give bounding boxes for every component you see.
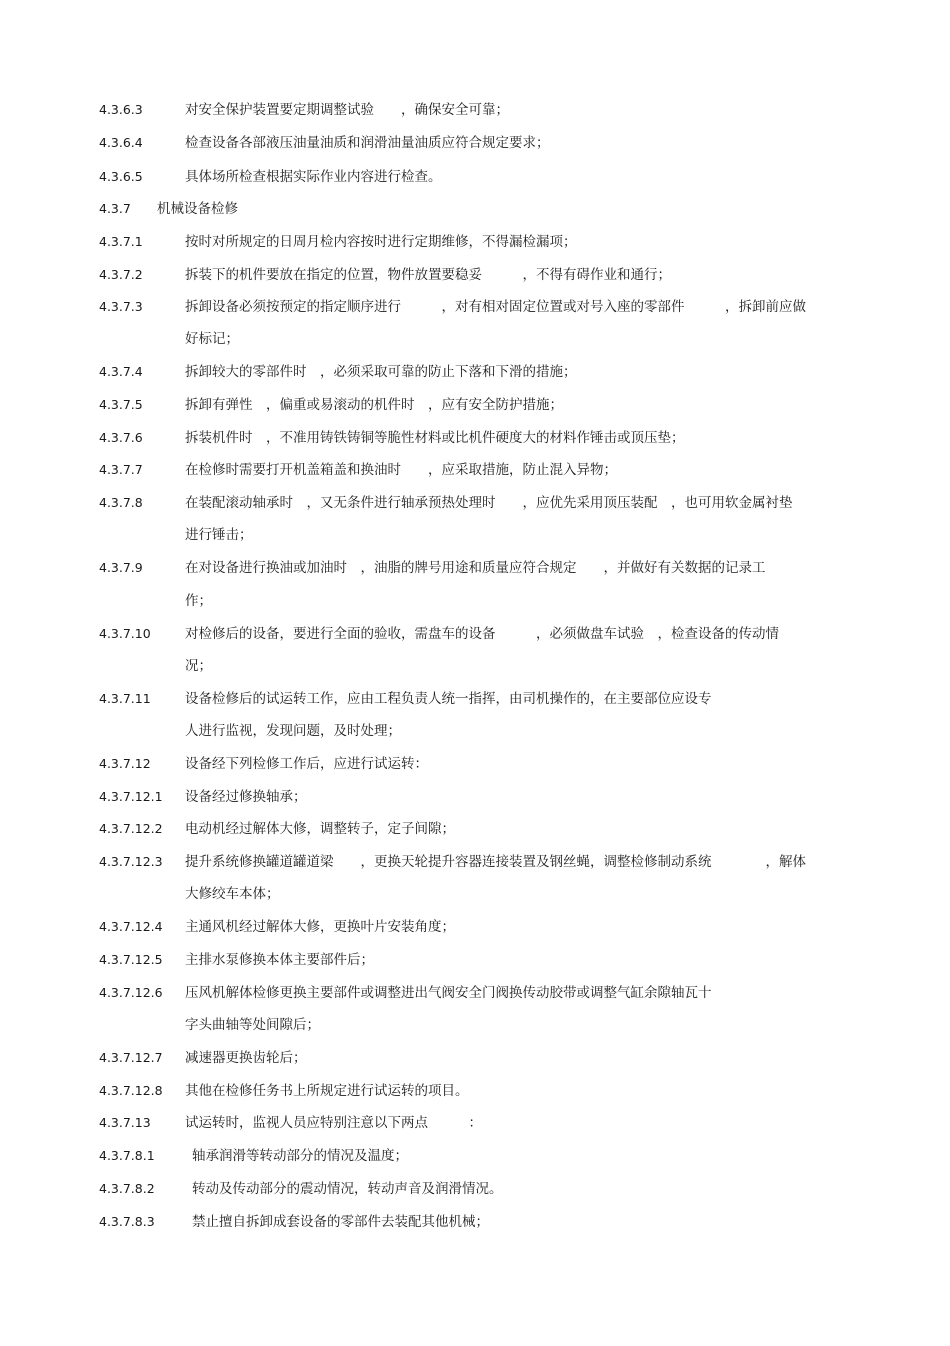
clause-4-3-7-8-1 <box>0 1145 950 1167</box>
clause-text: 主通风机经过解体大修，更换叶片安装角度； <box>185 919 455 935</box>
clause-4-3-7-8 <box>0 492 950 514</box>
clause-4-3-7-10-continued <box>0 655 950 677</box>
clause-4-3-7-12-7 <box>0 1047 950 1069</box>
clause-4-3-7-10 <box>0 623 950 645</box>
clause-4-3-7-12-5 <box>0 949 950 971</box>
clause-4-3-7-12-6-continued <box>0 1014 950 1036</box>
clause-number: 4.3.7.7 <box>99 462 143 477</box>
section-4-3-7-heading <box>0 198 950 220</box>
clause-4-3-7-12 <box>0 753 950 775</box>
clause-4-3-7-2 <box>0 264 950 286</box>
clause-text: 其他在检修任务书上所规定进行试运转的项目。 <box>185 1083 469 1099</box>
clause-4-3-7-11 <box>0 688 950 710</box>
clause-4-3-7-9-continued <box>0 590 950 612</box>
clause-4-3-7-5 <box>0 394 950 416</box>
clause-number: 4.3.7.10 <box>99 626 151 641</box>
clause-4-3-7-3-continued <box>0 328 950 350</box>
clause-text: 具体场所检查根据实际作业内容进行检查。 <box>185 169 442 185</box>
clause-number: 4.3.7.6 <box>99 430 143 445</box>
clause-text: 提升系统修换罐道罐道梁 ，更换天轮提升容器连接装置及钢丝蝇，调整检修制动系统 ，解体 <box>185 854 806 870</box>
clause-4-3-7-12-6 <box>0 982 950 1004</box>
clause-number: 4.3.7.4 <box>99 364 143 379</box>
clause-number: 4.3.7.12.6 <box>99 985 163 1000</box>
clause-4-3-6-3 <box>0 99 950 121</box>
clause-number: 4.3.7.13 <box>99 1115 151 1130</box>
clause-4-3-7-8-3 <box>0 1211 950 1233</box>
clause-number: 4.3.6.4 <box>99 135 143 150</box>
clause-number: 4.3.7.8.1 <box>99 1148 155 1163</box>
clause-text-continued: 作； <box>185 593 212 609</box>
clause-text: 拆装机件时 ，不准用铸铁铸铜等脆性材料或比机件硬度大的材料作锤击或顶压垫； <box>185 430 685 446</box>
clause-number: 4.3.7.5 <box>99 397 143 412</box>
clause-number: 4.3.7.1 <box>99 234 143 249</box>
clause-text: 拆卸设备必须按预定的指定顺序进行 ，对有相对固定位置或对号入座的零部件 ，拆卸前应做 <box>185 299 806 315</box>
clause-text: 设备经下列检修工作后，应进行试运转： <box>185 756 428 772</box>
clause-text: 拆卸较大的零部件时 ，必须采取可靠的防止下落和下滑的措施； <box>185 364 577 380</box>
clause-4-3-7-4 <box>0 361 950 383</box>
clause-number: 4.3.7.12.5 <box>99 952 163 967</box>
clause-text: 在检修时需要打开机盖箱盖和换油时 ，应采取措施，防止混入异物； <box>185 462 617 478</box>
clause-4-3-6-5 <box>0 166 950 188</box>
clause-4-3-7-1 <box>0 231 950 253</box>
clause-text: 主排水泵修换本体主要部件后； <box>185 952 374 968</box>
clause-4-3-7-8-continued <box>0 524 950 546</box>
clause-4-3-7-12-3-continued <box>0 883 950 905</box>
clause-4-3-7-9 <box>0 557 950 579</box>
section-number: 4.3.7 <box>99 201 131 216</box>
clause-text: 电动机经过解体大修，调整转子，定子间隙； <box>185 821 455 837</box>
clause-number: 4.3.7.2 <box>99 267 143 282</box>
clause-text-continued: 字头曲轴等处间隙后； <box>185 1017 320 1033</box>
clause-number: 4.3.7.12.8 <box>99 1083 163 1098</box>
clause-text: 拆卸有弹性 ，偏重或易滚动的机件时 ，应有安全防护措施； <box>185 397 563 413</box>
clause-text: 压风机解体检修更换主要部件或调整进出气阀安全门阀换传动胶带或调整气缸余隙轴瓦十 <box>185 985 712 1001</box>
clause-4-3-7-12-3 <box>0 851 950 873</box>
clause-text-continued: 况； <box>185 658 212 674</box>
section-title: 机械设备检修 <box>157 201 238 217</box>
clause-text: 拆装下的机件要放在指定的位置，物件放置要稳妥 ，不得有碍作业和通行； <box>185 267 671 283</box>
clause-text: 转动及传动部分的震动情况，转动声音及润滑情况。 <box>192 1181 503 1197</box>
clause-number: 4.3.7.8.2 <box>99 1181 155 1196</box>
clause-text-continued: 好标记； <box>185 331 239 347</box>
clause-number: 4.3.6.5 <box>99 169 143 184</box>
clause-number: 4.3.7.12.1 <box>99 789 163 804</box>
clause-text-continued: 大修绞车本体； <box>185 886 280 902</box>
clause-text-continued: 人进行监视，发现问题，及时处理； <box>185 723 401 739</box>
clause-number: 4.3.7.8.3 <box>99 1214 155 1229</box>
clause-text: 禁止擅自拆卸成套设备的零部件去装配其他机械； <box>192 1214 489 1230</box>
clause-text: 减速器更换齿轮后； <box>185 1050 307 1066</box>
clause-4-3-7-12-2 <box>0 818 950 840</box>
clause-text: 检查设备各部液压油量油质和润滑油量油质应符合规定要求； <box>185 135 550 151</box>
clause-text: 设备经过修换轴承； <box>185 789 307 805</box>
clause-number: 4.3.7.9 <box>99 560 143 575</box>
clause-number: 4.3.7.8 <box>99 495 143 510</box>
clause-4-3-7-12-1 <box>0 786 950 808</box>
clause-4-3-7-8-2 <box>0 1178 950 1200</box>
clause-4-3-7-6 <box>0 427 950 449</box>
clause-number: 4.3.7.12.2 <box>99 821 163 836</box>
clause-text: 试运转时，监视人员应特别注意以下两点 ： <box>185 1115 482 1131</box>
clause-text: 设备检修后的试运转工作，应由工程负责人统一指挥，由司机操作的，在主要部位应设专 <box>185 691 712 707</box>
clause-number: 4.3.7.3 <box>99 299 143 314</box>
clause-text: 在装配滚动轴承时 ，又无条件进行轴承预热处理时 ，应优先采用顶压装配 ，也可用软金属衬垫 <box>185 495 793 511</box>
clause-text: 对安全保护装置要定期调整试验 ，确保安全可靠； <box>185 102 509 118</box>
clause-number: 4.3.6.3 <box>99 102 143 117</box>
clause-text: 按时对所规定的日周月检内容按时进行定期维修，不得漏检漏项； <box>185 234 577 250</box>
clause-4-3-7-7 <box>0 459 950 481</box>
clause-text: 轴承润滑等转动部分的情况及温度； <box>192 1148 408 1164</box>
clause-4-3-7-13 <box>0 1112 950 1134</box>
clause-number: 4.3.7.12.7 <box>99 1050 163 1065</box>
clause-number: 4.3.7.12.4 <box>99 919 163 934</box>
clause-4-3-7-3 <box>0 296 950 318</box>
clause-4-3-7-12-8 <box>0 1080 950 1102</box>
clause-number: 4.3.7.12.3 <box>99 854 163 869</box>
clause-number: 4.3.7.12 <box>99 756 151 771</box>
clause-text: 对检修后的设备，要进行全面的验收，需盘车的设备 ，必须做盘车试验 ，检查设备的传动情 <box>185 626 779 642</box>
clause-text-continued: 进行锤击； <box>185 527 253 543</box>
clause-number: 4.3.7.11 <box>99 691 151 706</box>
clause-text: 在对设备进行换油或加油时 ，油脂的牌号用途和质量应符合规定 ，并做好有关数据的记录工 <box>185 560 766 576</box>
clause-4-3-7-12-4 <box>0 916 950 938</box>
clause-4-3-7-11-continued <box>0 720 950 742</box>
clause-4-3-6-4 <box>0 132 950 154</box>
